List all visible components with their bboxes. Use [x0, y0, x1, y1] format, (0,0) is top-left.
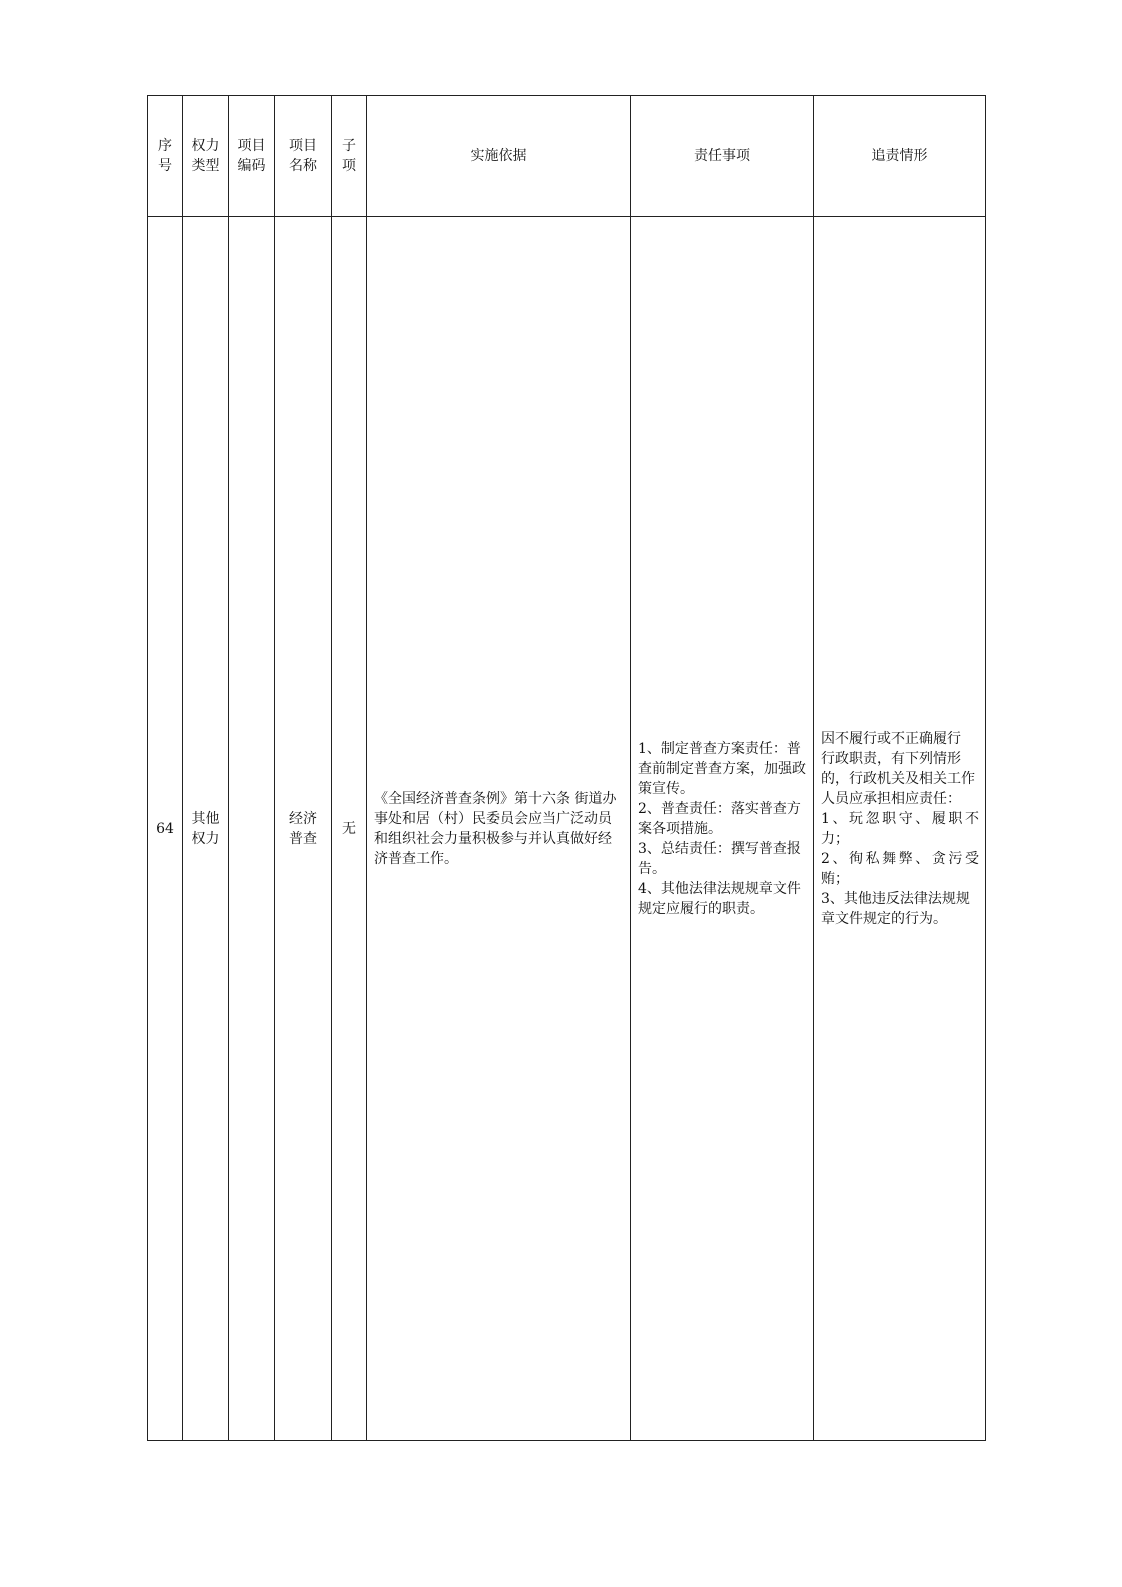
header-item-code: 项目 编码 — [229, 96, 275, 217]
responsibility-line: 查前制定普查方案，加强政 — [638, 760, 806, 777]
header-sub-item: 子 项 — [332, 96, 367, 217]
cell-seq: 64 — [148, 217, 183, 1441]
header-power-type: 权力 类型 — [183, 96, 229, 217]
basis-line: 事处和居（村）民委员会应当广泛动员 — [374, 810, 612, 827]
accountability-line: 行政职责，有下列情形 — [821, 750, 961, 767]
cell-responsibility — [631, 217, 814, 1441]
accountability-line: 人员应承担相应责任： — [821, 790, 961, 807]
accountability-line: 因不履行或不正确履行 — [821, 730, 961, 747]
responsibility-line: 案各项措施。 — [638, 820, 722, 837]
responsibility-line: 策宣传。 — [638, 780, 694, 797]
accountability-line: 3、其他违反法律法规规 — [821, 890, 970, 907]
table-row — [148, 217, 986, 1441]
responsibility-line: 规定应履行的职责。 — [638, 900, 764, 917]
accountability-line: 2、徇私舞弊、贪污受贿； — [821, 850, 979, 887]
cell-basis — [367, 217, 631, 1441]
cell-item-code — [229, 217, 275, 1441]
responsibility-line: 1、制定普查方案责任：普 — [638, 740, 801, 757]
cell-item-name: 经济 普查 — [275, 217, 332, 1441]
responsibility-line: 3、总结责任：撰写普查报 — [638, 840, 801, 857]
table-header-row — [148, 96, 986, 217]
power-list-table — [147, 95, 986, 1441]
accountability-line: 章文件规定的行为。 — [821, 910, 947, 927]
header-basis: 实施依据 — [367, 96, 631, 217]
cell-accountability — [814, 217, 986, 1441]
responsibility-line: 告。 — [638, 860, 666, 877]
header-accountability: 追责情形 — [814, 96, 986, 217]
basis-line: 《全国经济普查条例》第十六条 街道办 — [374, 790, 617, 807]
accountability-line: 的，行政机关及相关工作 — [821, 770, 975, 787]
header-seq: 序 号 — [148, 96, 183, 217]
basis-line: 济普查工作。 — [374, 850, 458, 867]
basis-line: 和组织社会力量积极参与并认真做好经 — [374, 830, 612, 847]
header-responsibility: 责任事项 — [631, 96, 814, 217]
responsibility-line: 2、普查责任：落实普查方 — [638, 800, 801, 817]
header-item-name: 项目 名称 — [275, 96, 332, 217]
responsibility-line: 4、其他法律法规规章文件 — [638, 880, 801, 897]
cell-sub-item: 无 — [332, 217, 367, 1441]
cell-power-type: 其他 权力 — [183, 217, 229, 1441]
accountability-line: 1、玩忽职守、履职不力； — [821, 810, 979, 847]
